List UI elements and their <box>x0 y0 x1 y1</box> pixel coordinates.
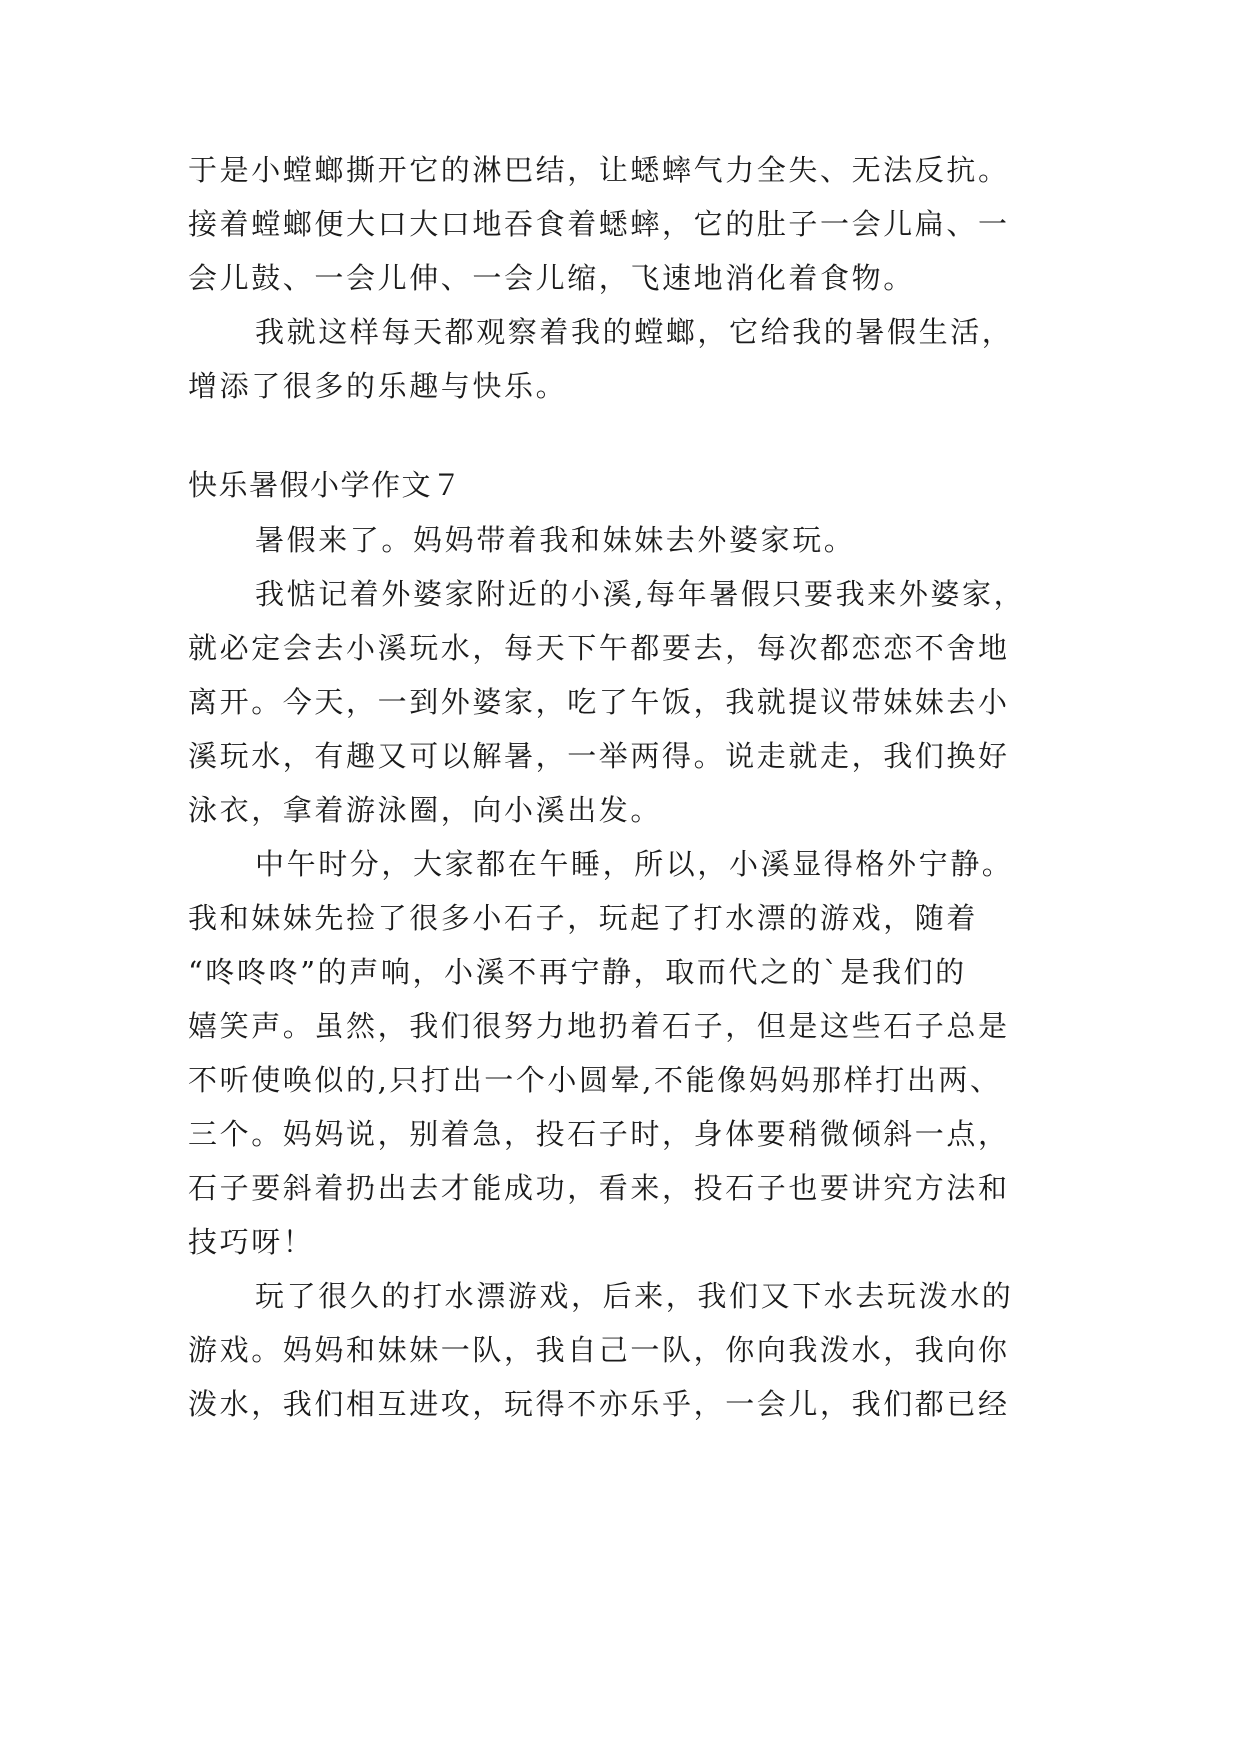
text-line: 增添了很多的乐趣与快乐。 <box>188 369 568 403</box>
text-line: 离开。今天，一到外婆家，吃了午饭，我就提议带妹妹去小 <box>188 685 1010 719</box>
text-line: 泳衣，拿着游泳圈，向小溪出发。 <box>188 793 663 827</box>
text-line: 游戏。妈妈和妹妹一队，我自己一队，你向我泼水，我向你 <box>188 1333 1010 1367</box>
text-line: 泼水，我们相互进攻，玩得不亦乐乎，一会儿，我们都已经 <box>188 1387 1010 1421</box>
text-line: 三个。妈妈说，别着急，投石子时，身体要稍微倾斜一点， <box>188 1117 1010 1151</box>
text-line: 溪玩水，有趣又可以解暑，一举两得。说走就走，我们换好 <box>188 739 1010 773</box>
text-line: 嬉笑声。虽然，我们很努力地扔着石子，但是这些石子总是 <box>188 1009 1010 1043</box>
text-line: 技巧呀！ <box>188 1225 315 1259</box>
text-line: “咚咚咚”的声响，小溪不再宁静，取而代之的`是我们的 <box>188 955 967 989</box>
text-line: 石子要斜着扔出去才能成功，看来，投石子也要讲究方法和 <box>188 1171 1010 1205</box>
text-line: 我惦记着外婆家附近的小溪,每年暑假只要我来外婆家， <box>255 577 1026 611</box>
text-line: 我和妹妹先捡了很多小石子，玩起了打水漂的游戏，随着 <box>188 901 979 935</box>
text-line: 我就这样每天都观察着我的螳螂，它给我的暑假生活， <box>255 315 1014 349</box>
text-line: 中午时分，大家都在午睡，所以，小溪显得格外宁静。 <box>255 847 1014 881</box>
text-line: 不听使唤似的,只打出一个小圆晕,不能像妈妈那样打出两、 <box>188 1063 1002 1097</box>
text-line: 接着螳螂便大口大口地吞食着蟋蟀，它的肚子一会儿扁、一 <box>188 207 1010 241</box>
text-line: 于是小螳螂撕开它的淋巴结，让蟋蟀气力全失、无法反抗。 <box>188 153 1010 187</box>
text-line: 就必定会去小溪玩水，每天下午都要去，每次都恋恋不舍地 <box>188 631 1010 665</box>
text-line: 暑假来了。妈妈带着我和妹妹去外婆家玩。 <box>255 523 856 557</box>
text-line: 会儿鼓、一会儿伸、一会儿缩，飞速地消化着食物。 <box>188 261 915 295</box>
text-line: 玩了很久的打水漂游戏，后来，我们又下水去玩泼水的 <box>255 1279 1014 1313</box>
section-heading: 快乐暑假小学作文７ <box>188 468 463 502</box>
